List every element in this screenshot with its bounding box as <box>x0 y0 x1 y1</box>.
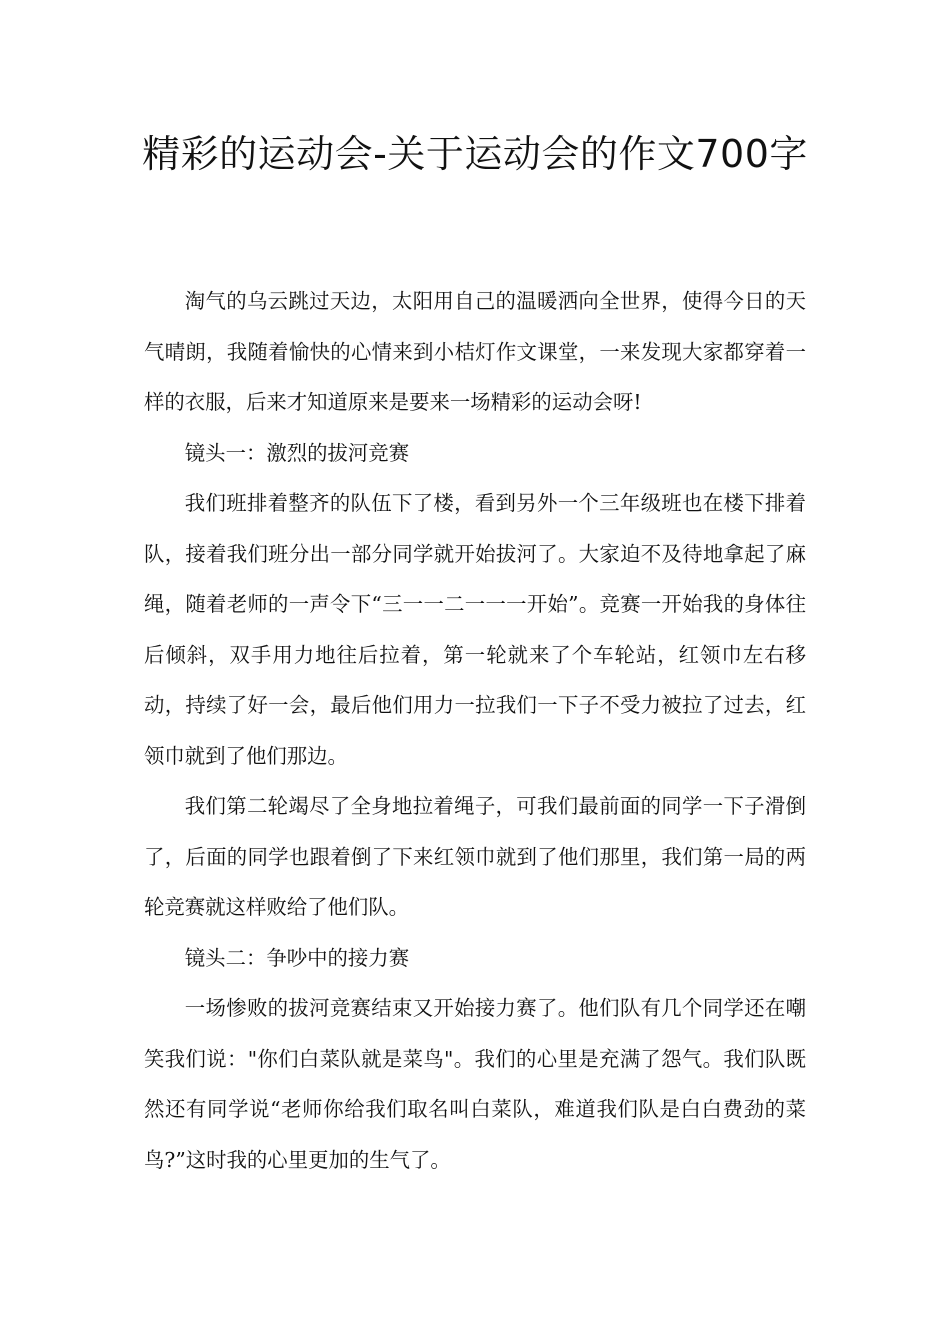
paragraph-intro: 淘气的乌云跳过天边，太阳用自己的温暖洒向全世界，使得今日的天气晴朗，我随着愉快的心情来到小桔灯作文课堂，一来发现大家都穿着一样的衣服，后来才知道原来是要来一场精彩的运动会呀! <box>144 289 806 414</box>
section-heading-relay: 镜头二：争吵中的接力赛 <box>184 945 410 970</box>
paragraph-tug-of-war-round-two: 我们第二轮竭尽了全身地拉着绳子，可我们最前面的同学一下子滑倒了，后面的同学也跟着倒了下来红领巾就到了他们那里，我们第一局的两轮竞赛就这样败给了他们队。 <box>144 794 806 919</box>
paragraph-tug-of-war-round-one: 我们班排着整齐的队伍下了楼，看到另外一个三年级班也在楼下排着队，接着我们班分出一部分同学就开始拔河了。大家迫不及待地拿起了麻绳，随着老师的一声令下“三一一二一一一开始”。竞赛一开始我的身体往后倾斜，双手用力地往后拉着，第一轮就来了个车轮站，红领巾左右移动，持续了好一会，最后他们用力一拉我们一下子不受力被拉了过去，红领巾就到了他们那边。 <box>144 491 806 768</box>
document-title: 精彩的运动会-关于运动会的作文700字 <box>142 132 808 176</box>
document-body <box>144 276 806 1185</box>
section-heading-tug-of-war: 镜头一：激烈的拔河竞赛 <box>184 440 410 465</box>
paragraph-relay: 一场惨败的拔河竞赛结束又开始接力赛了。他们队有几个同学还在嘲笑我们说："你们白菜队就是菜鸟"。我们的心里是充满了怨气。我们队既然还有同学说“老师你给我们取名叫白菜队，难道我们队是白白费劲的菜鸟?”这时我的心里更加的生气了。 <box>144 996 806 1172</box>
